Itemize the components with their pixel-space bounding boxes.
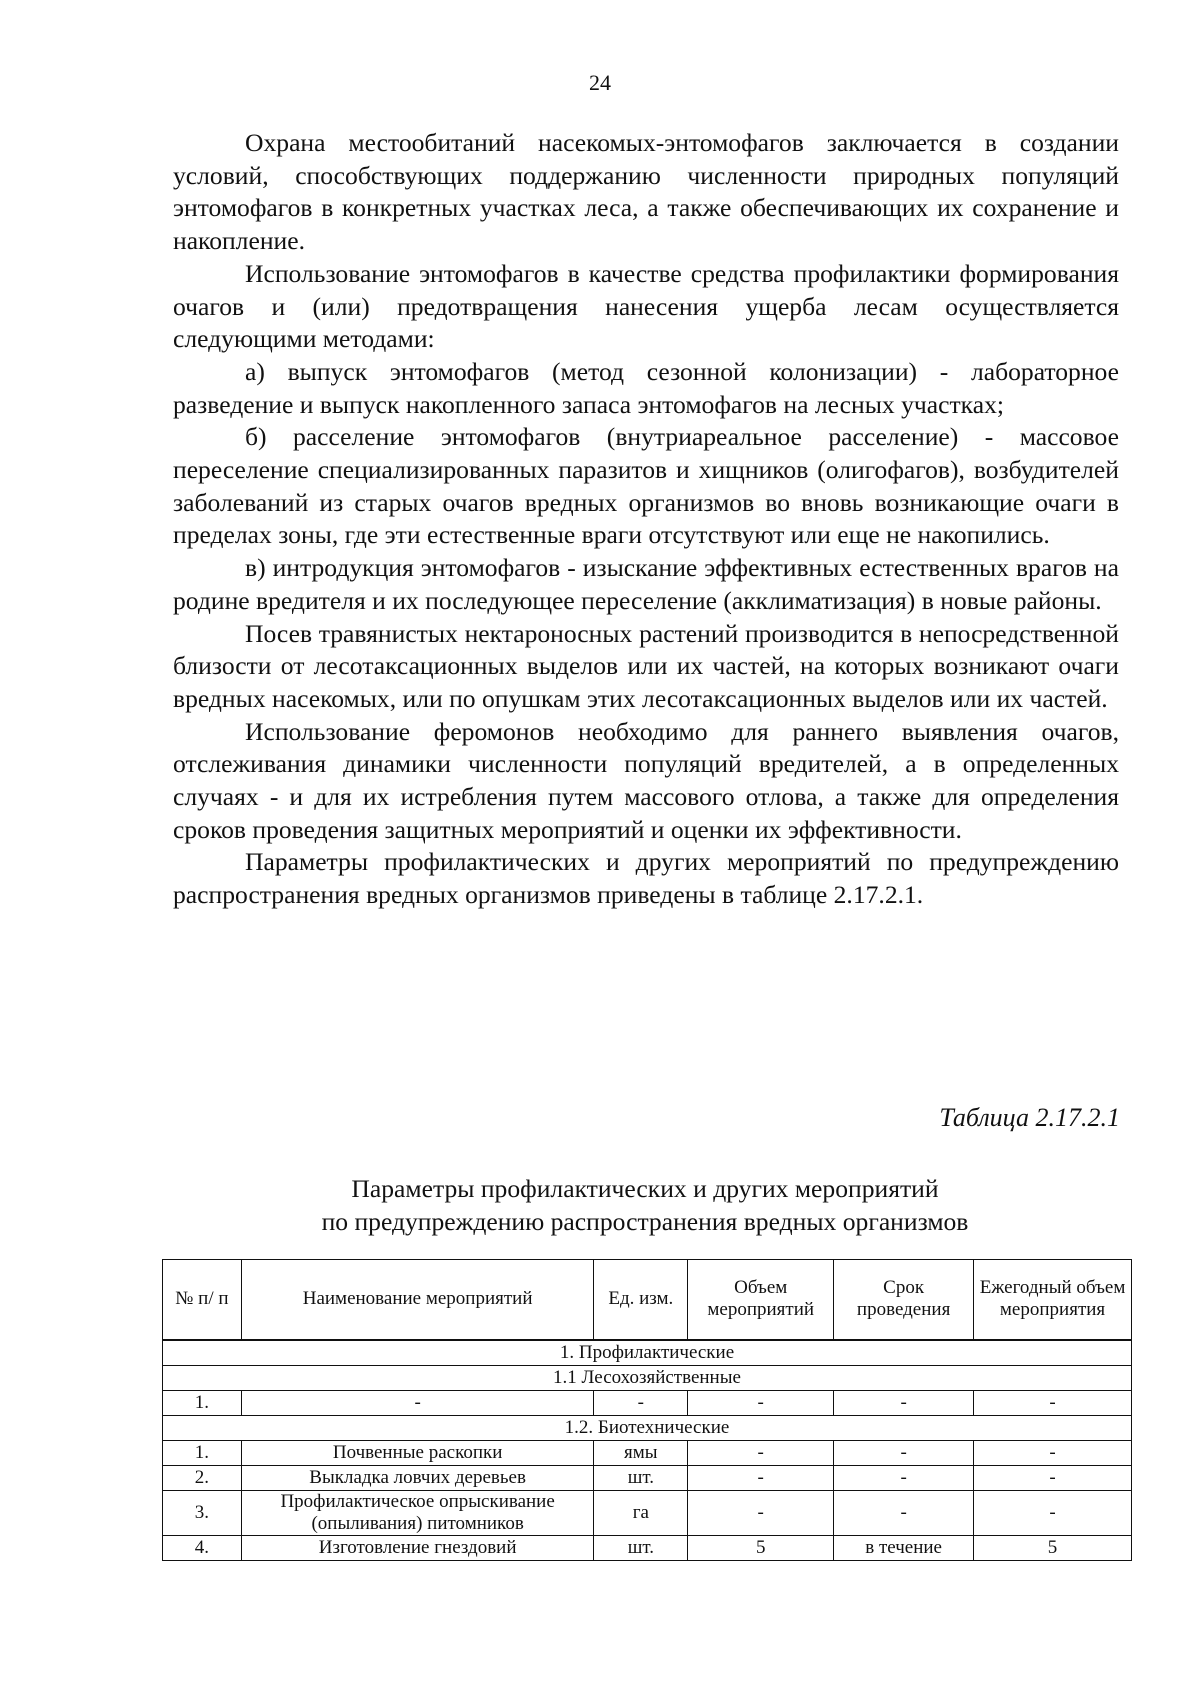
cell-term: - xyxy=(834,1490,974,1535)
header-unit: Ед. изм. xyxy=(594,1260,688,1340)
table-title-line-1: Параметры профилактических и других мероприятий xyxy=(351,1174,939,1203)
header-name: Наименование мероприятий xyxy=(241,1260,594,1340)
table-title-line-2: по предупреждению распространения вредных организмов xyxy=(321,1207,969,1236)
cell-unit: шт. xyxy=(594,1535,688,1560)
cell-name: - xyxy=(241,1390,594,1415)
cell-volume: - xyxy=(688,1390,834,1415)
cell-volume: - xyxy=(688,1440,834,1465)
page-number: 24 xyxy=(589,70,611,95)
paragraph-nectar-plants: Посев травянистых нектароносных растений производится в непосредственной близости от лесотаксационных выделов или их частей, на которых возникают очаги вредных насекомых, или по опушкам этих лесотаксационных выделов или их частей. xyxy=(173,618,1119,713)
document-body xyxy=(173,127,1119,912)
cell-term: - xyxy=(834,1465,974,1490)
paragraph-habitat-protection: Охрана местообитаний насекомых-энтомофагов заключается в создании условий, способствующих поддержанию численности природных популяций энтомофагов в конкретных участках леса, а также обеспечивающих их сохранение и накопление. xyxy=(173,128,1119,256)
header-annual: Ежегодный объем мероприятия xyxy=(974,1260,1132,1340)
paragraph-method-b: б) расселение энтомофагов (внутриареальное расселение) - массовое переселение специализированных паразитов и хищников (олигофагов), возбудителей заболеваний из старых очагов вредных организмов во вновь возникающие очаги в пределах зоны, где эти естественные враги отсутствуют или еще не накопились. xyxy=(173,422,1119,550)
cell-name: Изготовление гнездовий xyxy=(241,1535,594,1560)
header-volume: Объем мероприятий xyxy=(688,1260,834,1340)
table-caption: Таблица 2.17.2.1 xyxy=(939,1103,1120,1132)
section-title-1: 1. Профилактические xyxy=(163,1340,1132,1366)
cell-num: 1. xyxy=(163,1390,242,1415)
cell-unit: ямы xyxy=(594,1440,688,1465)
cell-volume: - xyxy=(688,1490,834,1535)
paragraph-entomophage-methods: Использование энтомофагов в качестве средства профилактики формирования очагов и (или) предотвращения нанесения ущерба лесам осуществляется следующими методами: xyxy=(173,258,1119,354)
cell-name: Почвенные раскопки xyxy=(241,1440,594,1465)
cell-num: 2. xyxy=(163,1465,242,1490)
cell-annual: - xyxy=(974,1390,1132,1415)
cell-annual: 5 xyxy=(974,1535,1132,1560)
section-row xyxy=(163,1340,1132,1366)
measures-table xyxy=(162,1259,1132,1561)
section-row xyxy=(163,1365,1132,1390)
table-row xyxy=(163,1465,1132,1490)
table-row xyxy=(163,1390,1132,1415)
table-title xyxy=(0,1172,1200,1238)
cell-unit: га xyxy=(594,1490,688,1535)
header-term: Срок проведения xyxy=(834,1260,974,1340)
cell-num: 4. xyxy=(163,1535,242,1560)
cell-term: - xyxy=(834,1390,974,1415)
section-title-1-1: 1.1 Лесохозяйственные xyxy=(163,1365,1132,1390)
table-header-row xyxy=(163,1260,1132,1340)
cell-volume: - xyxy=(688,1465,834,1490)
cell-unit: - xyxy=(594,1390,688,1415)
paragraph-pheromones: Использование феромонов необходимо для раннего выявления очагов, отслеживания динамики численности популяций вредителей, а в определенных случаях - и для их истребления путем массового отлова, а также для определения сроков проведения защитных мероприятий и оценки их эффективности. xyxy=(173,716,1119,844)
table-row xyxy=(163,1535,1132,1560)
table-row xyxy=(163,1440,1132,1465)
paragraph-method-a: а) выпуск энтомофагов (метод сезонной колонизации) - лабораторное разведение и выпуск накопленного запаса энтомофагов на лесных участках; xyxy=(173,356,1119,419)
section-row xyxy=(163,1415,1132,1440)
header-num: № п/ п xyxy=(163,1260,242,1340)
section-title-1-2: 1.2. Биотехнические xyxy=(163,1415,1132,1440)
cell-num: 3. xyxy=(163,1490,242,1535)
cell-name: Выкладка ловчих деревьев xyxy=(241,1465,594,1490)
cell-term: - xyxy=(834,1440,974,1465)
cell-name: Профилактическое опрыскивание (опыливания) питомников xyxy=(241,1490,594,1535)
paragraph-method-c: в) интродукция энтомофагов - изыскание эффективных естественных врагов на родине вредителя и их последующее переселение (акклиматизация) в новые районы. xyxy=(173,553,1119,615)
cell-term: в течение xyxy=(834,1535,974,1560)
cell-annual: - xyxy=(974,1465,1132,1490)
paragraph-table-reference: Параметры профилактических и других мероприятий по предупреждению распространения вредных организмов приведены в таблице 2.17.2.1. xyxy=(173,847,1119,910)
cell-annual: - xyxy=(974,1490,1132,1535)
cell-num: 1. xyxy=(163,1440,242,1465)
cell-annual: - xyxy=(974,1440,1132,1465)
cell-unit: шт. xyxy=(594,1465,688,1490)
cell-volume: 5 xyxy=(688,1535,834,1560)
table-row xyxy=(163,1490,1132,1535)
